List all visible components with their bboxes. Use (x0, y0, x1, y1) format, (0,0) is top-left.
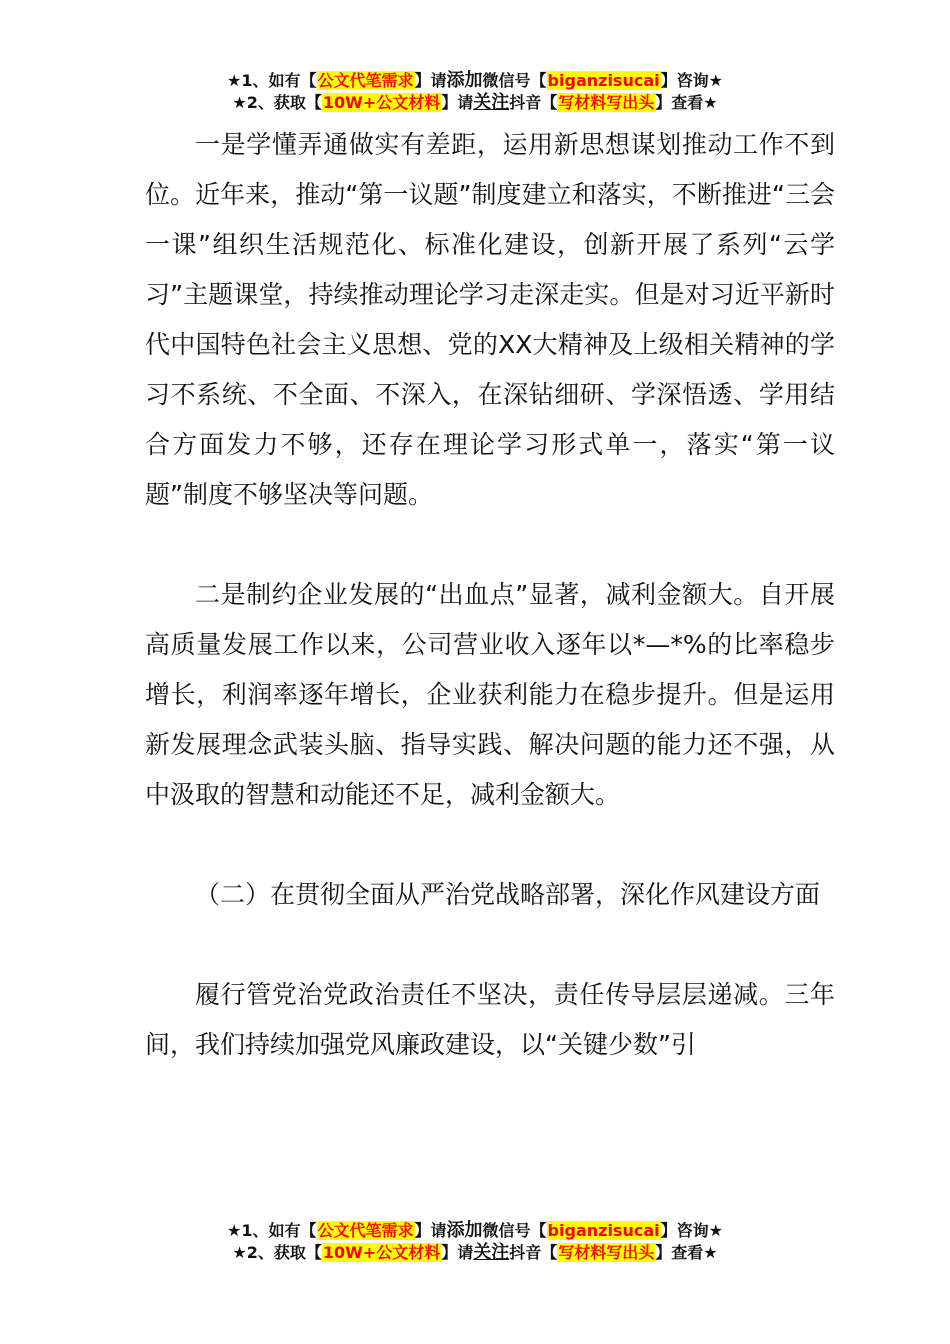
highlight-wechat-id: biganzisucai (547, 71, 660, 90)
paragraph-bleeding-point: 二是制约企业发展的“出血点”显著，减利金额大。自开展高质量发展工作以来，公司营业收入逐年以*—*%的比率稳步增长，利润率逐年增长，企业获利能力在稳步提升。但是运用新发展理念武装头脑、指导实践、解决问题的能力还不强，从中汲取的智慧和动能还不足，减利金额大。 (145, 580, 835, 809)
footer-line-1: ★1、如有【公文代笔需求】请添加微信号【biganzisucai】咨询★ (227, 1220, 723, 1241)
footer-highlight-materials: 10W+公文材料 (322, 1243, 441, 1262)
banner-line-2: ★2、获取【10W+公文材料】请关注抖音【写材料写出头】查看★ (232, 92, 718, 113)
document-body (145, 120, 835, 1070)
footer-highlight-wechat-id: biganzisucai (547, 1221, 660, 1240)
highlight-douyin-account: 写材料写出头 (558, 93, 655, 112)
paragraph-study-gap: 一是学懂弄通做实有差距，运用新思想谋划推动工作不到位。近年来，推动“第一议题”制度建立和落实，不断推进“三会一课”组织生活规范化、标准化建设，创新开展了系列“云学习”主题课堂，持续推动理论学习走深走实。但是对习近平新时代中国特色社会主义思想、党的XX大精神及上级相关精神的学习不系统、不全面、不深入，在深钻细研、学深悟透、学用结合方面发力不够，还存在理论学习形式单一，落实“第一议题”制度不够坚决等问题。 (145, 130, 835, 509)
paragraph-responsibility: 履行管党治党政治责任不坚决，责任传导层层递减。三年间，我们持续加强党风廉政建设，以“关键少数”引 (145, 980, 835, 1059)
footer-line-2: ★2、获取【10W+公文材料】请关注抖音【写材料写出头】查看★ (232, 1242, 718, 1263)
footer-highlight-service: 公文代笔需求 (317, 1221, 414, 1240)
highlight-service: 公文代笔需求 (317, 71, 414, 90)
header-banner (0, 70, 950, 114)
footer-highlight-douyin-account: 写材料写出头 (558, 1243, 655, 1262)
section-heading-2: （二）在贯彻全面从严治党战略部署，深化作风建设方面 (195, 880, 821, 909)
footer-banner (0, 1220, 950, 1264)
highlight-materials: 10W+公文材料 (322, 93, 441, 112)
banner-line-1: ★1、如有【公文代笔需求】请添加微信号【biganzisucai】咨询★ (227, 70, 723, 91)
